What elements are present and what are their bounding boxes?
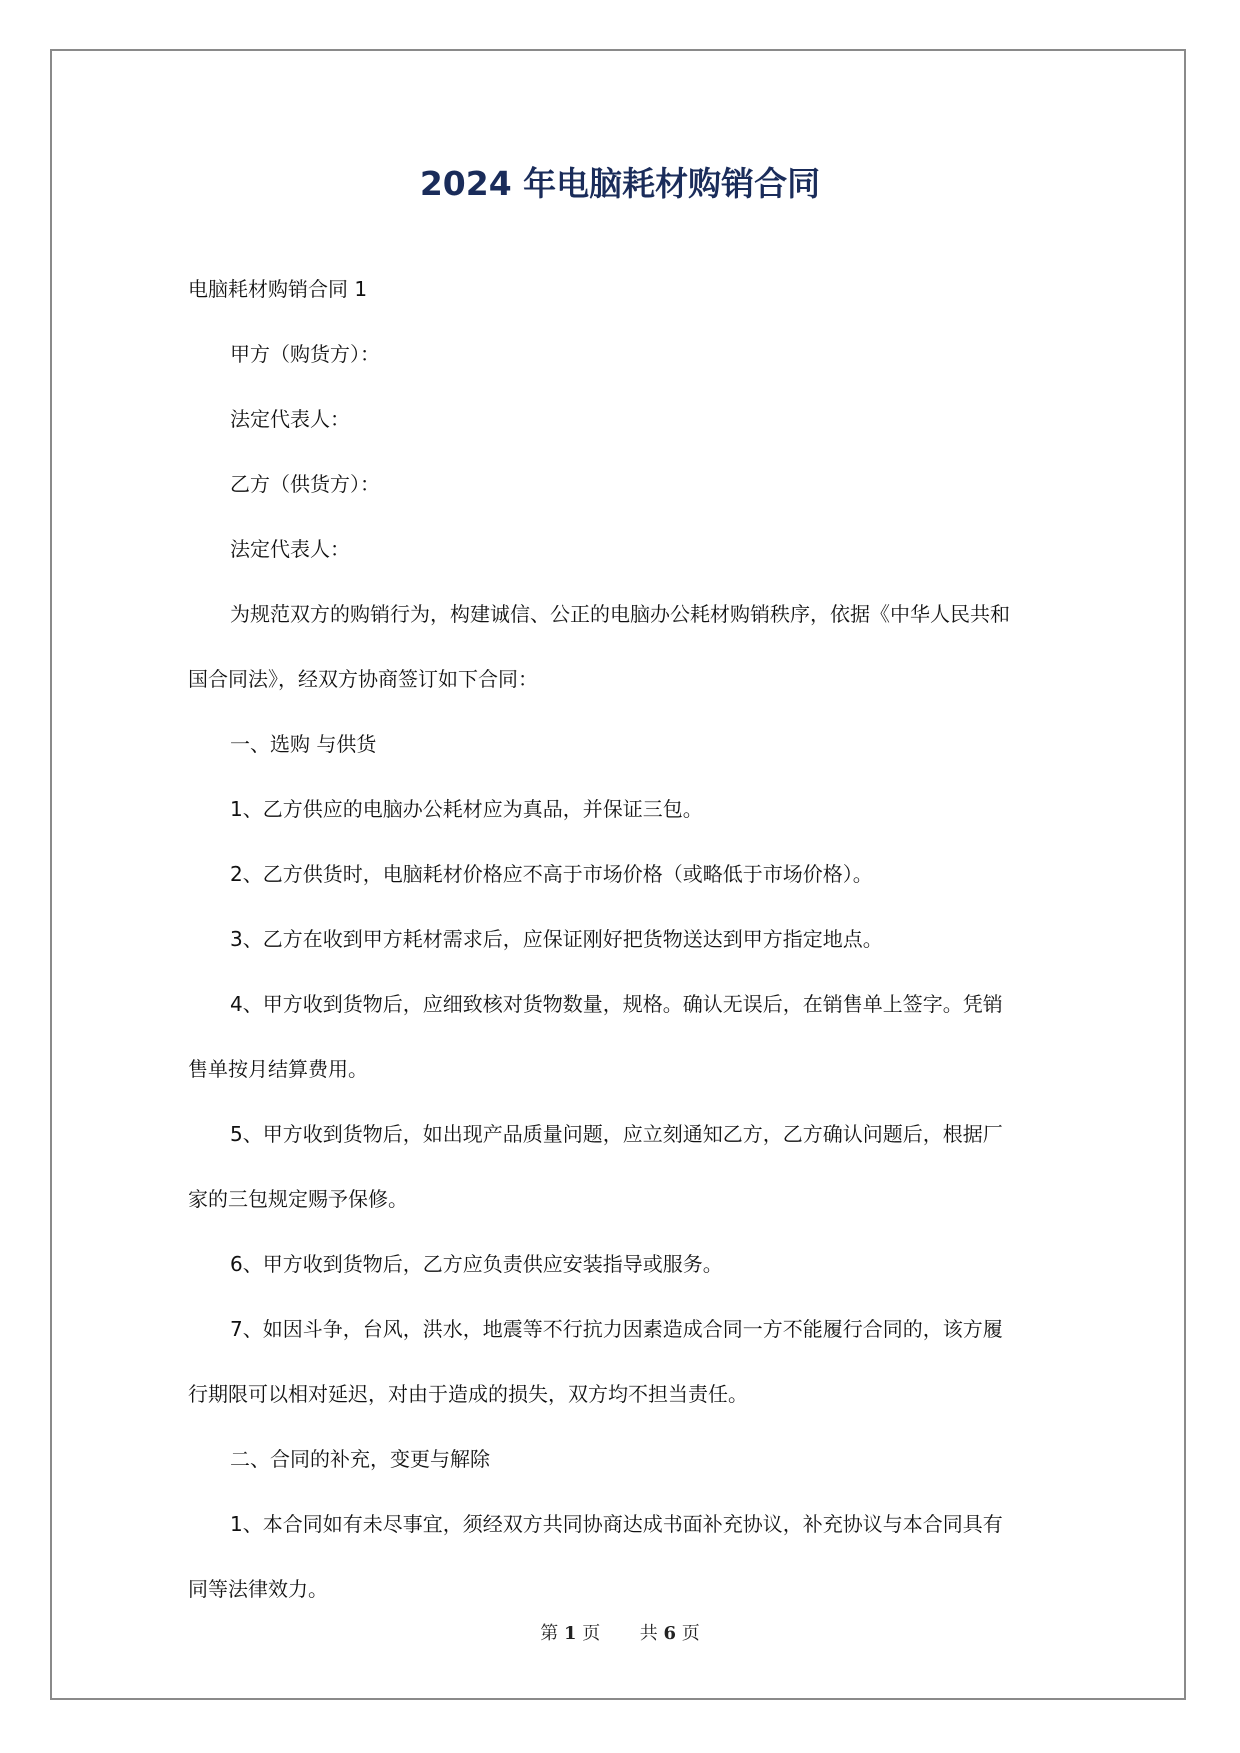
body-line: 4、甲方收到货物后，应细致核对货物数量，规格。确认无误后，在销售单上签字。凭销	[230, 992, 1003, 1016]
body-line: 家的三包规定赐予保修。	[188, 1187, 408, 1211]
page-footer	[0, 1620, 1240, 1648]
total-prefix: 共	[639, 1623, 658, 1644]
body-line: 6、甲方收到货物后，乙方应负责供应安装指导或服务。	[230, 1252, 723, 1276]
body-line: 5、甲方收到货物后，如出现产品质量问题，应立刻通知乙方，乙方确认问题后，根据厂	[230, 1122, 1003, 1146]
document-body	[188, 257, 1058, 1622]
body-line: 行期限可以相对延迟，对由于造成的损失，双方均不担当责任。	[188, 1382, 748, 1406]
body-line: 甲方（购货方）：	[230, 342, 380, 366]
body-line: 二、合同的补充，变更与解除	[230, 1447, 490, 1471]
body-line: 售单按月结算费用。	[188, 1057, 368, 1081]
body-line: 1、乙方供应的电脑办公耗材应为真品，并保证三包。	[230, 797, 703, 821]
body-line: 同等法律效力。	[188, 1577, 328, 1601]
body-line: 法定代表人：	[230, 537, 350, 561]
body-line: 国合同法》，经双方协商签订如下合同：	[188, 667, 538, 691]
page-prefix: 第	[540, 1623, 559, 1644]
body-line: 法定代表人：	[230, 407, 350, 431]
total-pages-number: 6	[663, 1623, 676, 1644]
total-suffix: 页	[681, 1623, 700, 1644]
body-line: 7、如因斗争，台风，洪水，地震等不行抗力因素造成合同一方不能履行合同的，该方履	[230, 1317, 1003, 1341]
body-line: 3、乙方在收到甲方耗材需求后，应保证刚好把货物送达到甲方指定地点。	[230, 927, 883, 951]
body-line: 2、乙方供货时，电脑耗材价格应不高于市场价格（或略低于市场价格）。	[230, 862, 873, 886]
document-title: 2024 年电脑耗材购销合同	[419, 164, 821, 203]
body-line: 一、选购 与供货	[230, 732, 377, 756]
body-line: 乙方（供货方）：	[230, 472, 380, 496]
page-suffix: 页	[582, 1623, 601, 1644]
body-line: 1、本合同如有未尽事宜，须经双方共同协商达成书面补充协议，补充协议与本合同具有	[230, 1512, 1003, 1536]
body-line: 为规范双方的购销行为，构建诚信、公正的电脑办公耗材购销秩序，依据《中华人民共和	[230, 602, 1010, 626]
current-page-number: 1	[564, 1623, 577, 1644]
body-line: 电脑耗材购销合同 1	[188, 277, 368, 301]
